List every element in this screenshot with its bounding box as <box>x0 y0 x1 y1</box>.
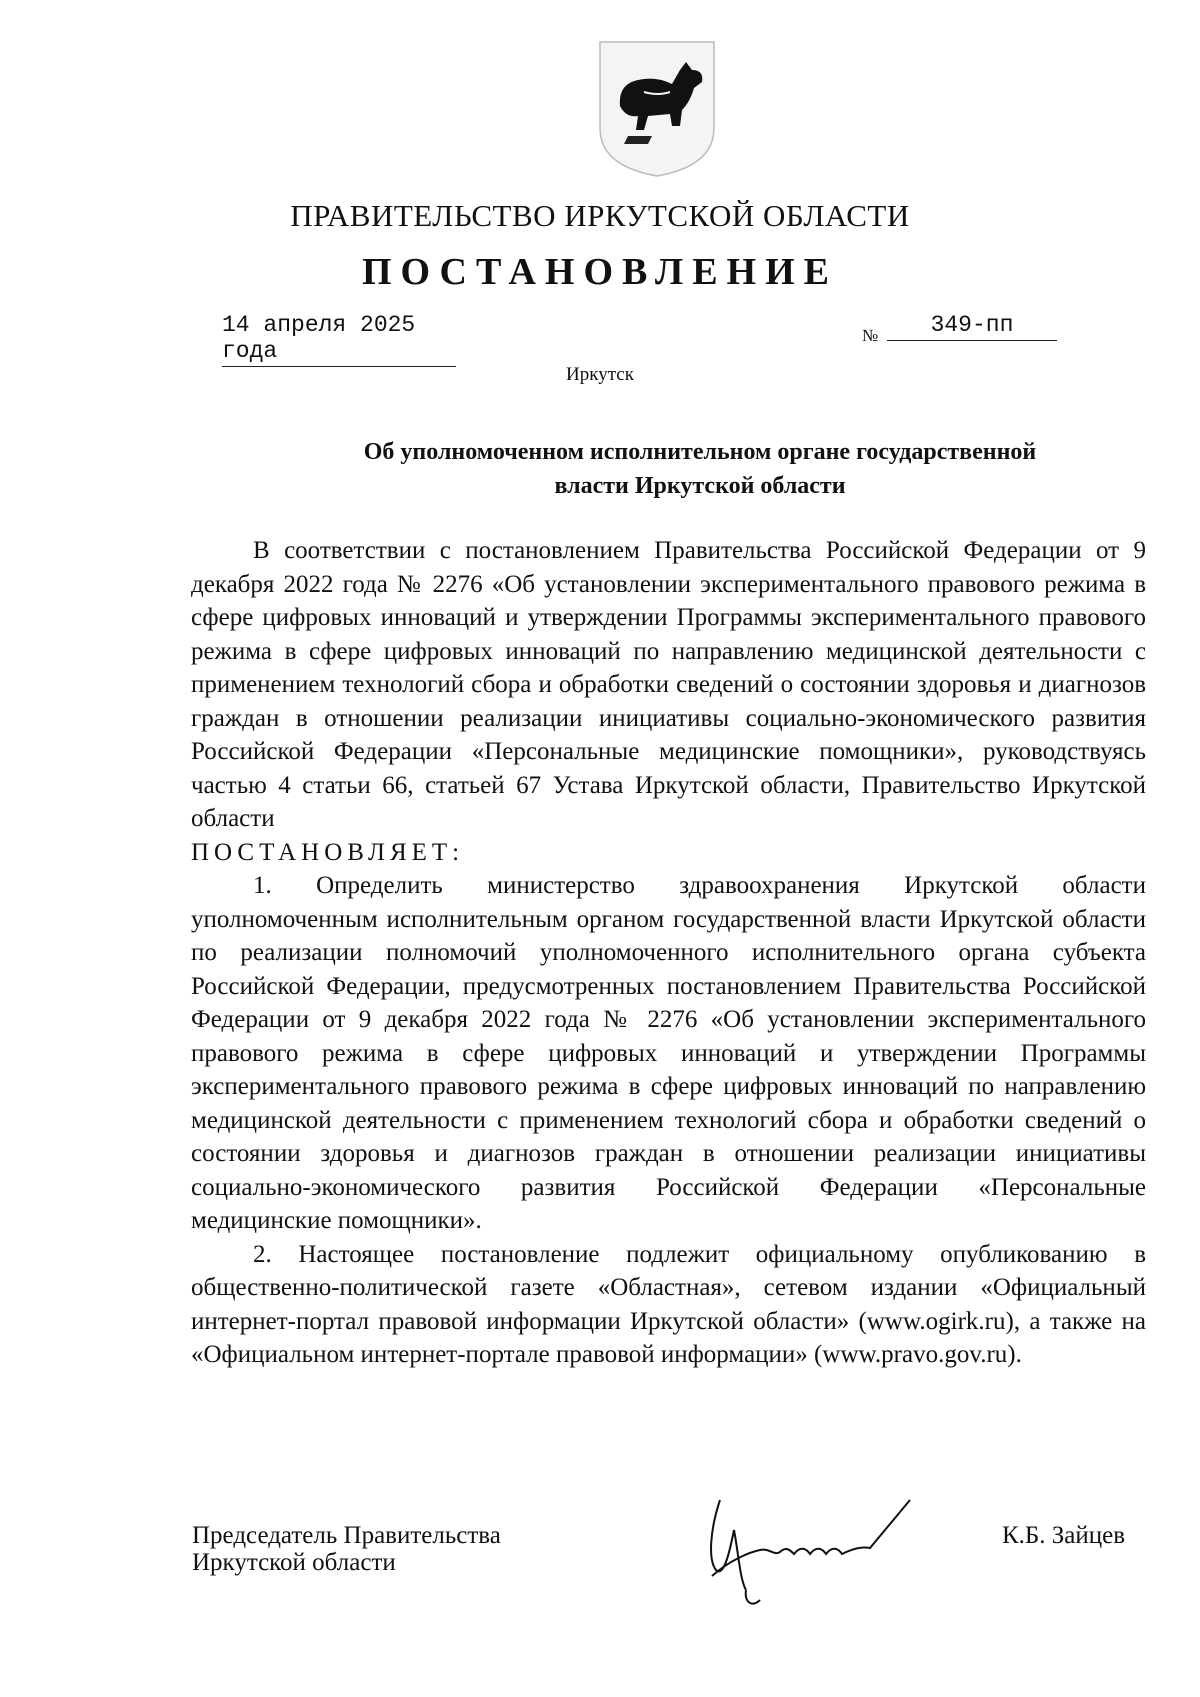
subject-line-2: власти Иркутской области <box>554 473 846 499</box>
preamble-paragraph: В соответствии с постановлением Правительства Российской Федерации от 9 декабря 2022 года № 2276 «Об установлении экспериментального правового режима в сфере цифровых инноваций и утверждении Программы экспериментального правового режима в сфере цифровых инноваций по направлению медицинской деятельности с применением технологий сбора и обработки сведений о состоянии здоровья и диагнозов граждан в отношении реализации инициативы социально-экономического развития Российской Федерации «Персональные медицинские помощники», руководствуясь частью 4 статьи 66, статьей 67 Устава Иркутской области, Правительство Иркутской области <box>191 537 1146 832</box>
subject-line-1: Об уполномоченном исполнительном органе государственной <box>363 439 1037 465</box>
city: Иркутск <box>566 364 634 385</box>
signatory-title-line-2: Иркутской области <box>192 1549 396 1576</box>
document-date: 14 апреля 2025 года <box>222 312 456 367</box>
handwritten-signature <box>700 1490 960 1610</box>
signatory-name: К.Б. Зайцев <box>1002 1522 1126 1549</box>
government-name: ПРАВИТЕЛЬСТВО ИРКУТСКОЙ ОБЛАСТИ <box>290 198 910 233</box>
document-body <box>191 534 1146 1372</box>
document-type: ПОСТАНОВЛЕНИЕ <box>361 251 839 293</box>
decides-heading: ПОСТАНОВЛЯЕТ: <box>191 838 465 866</box>
signatory-title-line-1: Председатель Правительства <box>192 1522 501 1549</box>
item-1-paragraph: 1. Определить министерство здравоохранения Иркутской области уполномоченным исполнительным органом государственной власти Иркутской области по реализации полномочий уполномоченного исполнительного органа субъекта Российской Федерации, предусмотренных постановлением Правительства Российской Федерации от 9 декабря 2022 года № 2276 «Об установлении экспериментального правового режима в сфере цифровых инноваций и утверждении Программы экспериментального правового режима в сфере цифровых инноваций по направлению медицинской деятельности с применением технологий сбора и обработки сведений о состоянии здоровья и диагнозов граждан в отношении реализации инициативы социально-экономического развития Российской Федерации «Персональные медицинские помощники». <box>191 872 1146 1234</box>
signatory-title <box>192 1522 501 1576</box>
item-2-paragraph: 2. Настоящее постановление подлежит официальному опубликованию в общественно-политической газете «Областная», сетевом издании «Официальный интернет-портал правовой информации Иркутской области» (www.ogirk.ru), а также на «Официальном интернет-портале правовой информации» (www.pravo.gov.ru). <box>191 1240 1146 1368</box>
number-sign: № <box>862 326 879 345</box>
document-subject <box>280 435 1120 503</box>
irkutsk-coat-of-arms-icon <box>598 40 716 178</box>
document-number: 349-пп <box>887 312 1057 341</box>
